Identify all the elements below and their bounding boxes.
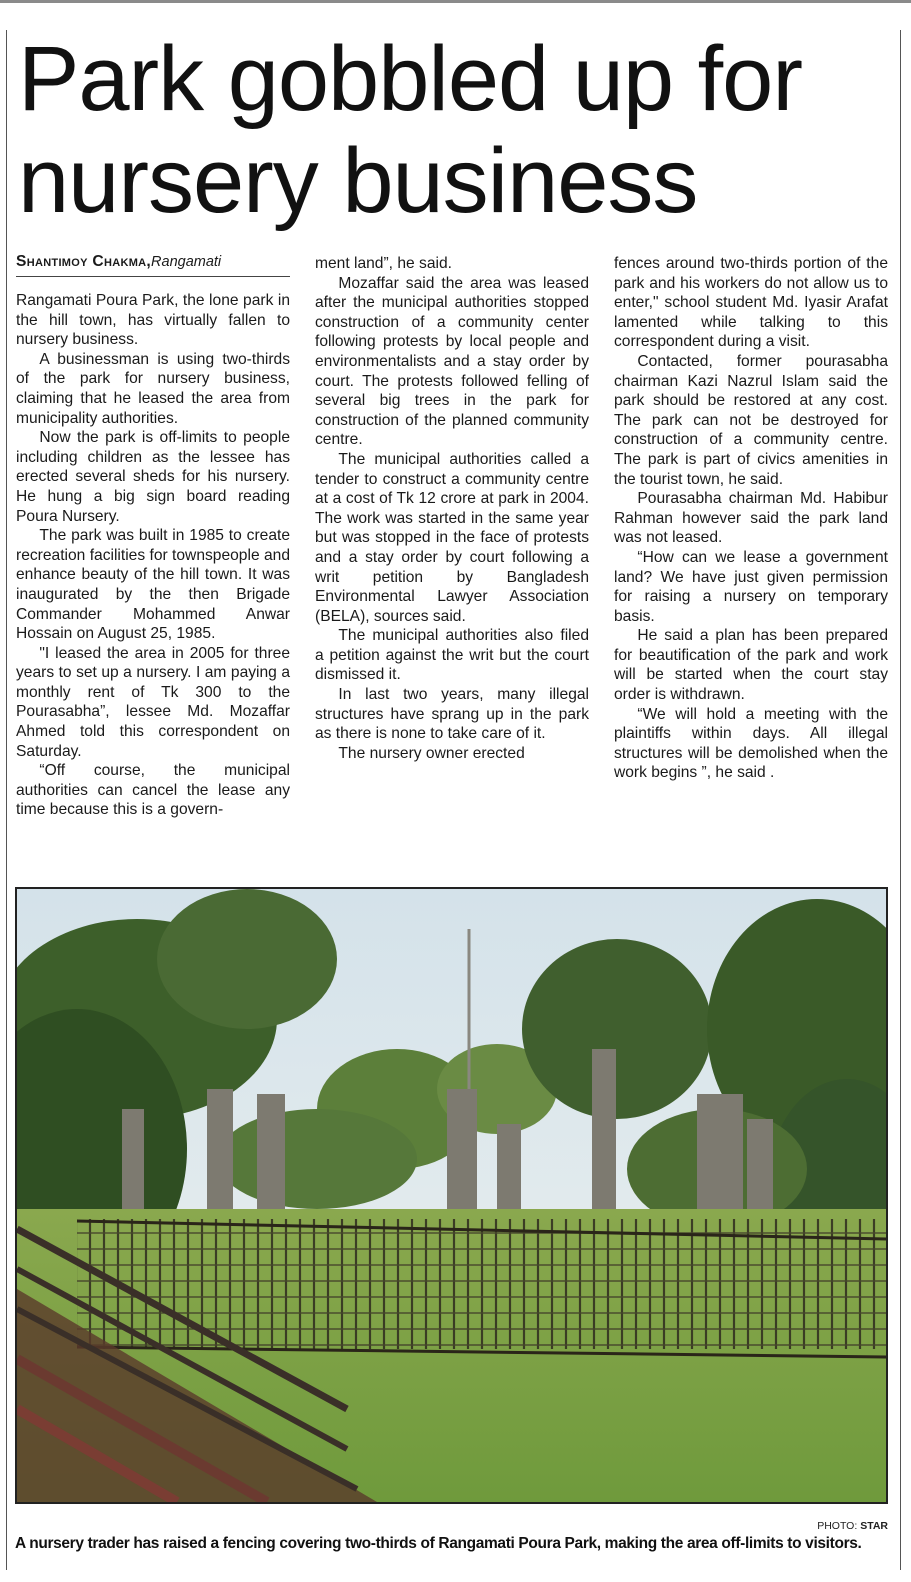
paragraph: The park was built in 1985 to create recreation facilities for townspeople and enhance beauty of the hill town. It was inaugurated by the then Brigade Commander Mohammed Anwar Hossain on August 25, 1985. xyxy=(16,527,290,643)
photo-credit-source: STAR xyxy=(860,1520,888,1532)
right-frame-rule xyxy=(900,30,901,1570)
paragraph-continued: ment land”, he said. xyxy=(315,255,452,272)
paragraph: “We will hold a meeting with the plaintiffs within days. All illegal structures will be demolished when the work begins ”, he said . xyxy=(614,705,888,782)
paragraph: In last two years, many illegal structures have sprang up in the park as there is none to take care of it. xyxy=(315,686,589,743)
paragraph: The municipal authorities also filed a petition against the writ but the court dismissed it. xyxy=(315,627,589,684)
park-photo-illustration xyxy=(17,889,886,1502)
paragraph: The municipal authorities called a tender to construct a community centre at a cost of Tk 12 crore at park in 2004. The work was started in the same year but was stopped in the face of protests and a stay order by court following a writ petition by Bangladesh Environmental Lawyer Association (BELA), sources said. xyxy=(315,450,589,625)
paragraph: Mozaffar said the area was leased after the municipal authorities stopped construction of a community center following protests by local people and environmentalists and a stay order by court. The protests followed felling of several big trees in the park for construction of the planned community centre. xyxy=(315,274,589,449)
bamboo-fence xyxy=(77,1219,886,1357)
paragraph: The nursery owner erected xyxy=(338,744,525,762)
paragraph: “Off course, the municipal authorities can cancel the lease any time because this is a govern- xyxy=(16,762,290,819)
column-3 xyxy=(614,254,888,783)
byline xyxy=(16,252,290,277)
top-rule xyxy=(0,0,911,3)
column-1 xyxy=(16,252,290,820)
paragraph: Contacted, former pourasabha chairman Kazi Nazrul Islam said the park should be restored at any cost. The park can not be destroyed for construction of a community centre. The park is part of civics amenities in the tourist town, he said. xyxy=(614,352,888,488)
paragraph-continued: fences around two-thirds portion of the park and his workers do not allow us to enter," school student Md. Iyasir Arafat lamented while talking to this correspondent during a visit. xyxy=(614,255,888,351)
paragraph: "I leased the area in 2005 for three years to set up a nursery. I am paying a monthly rent of Tk 300 to the Pourasabha”, lessee Md. Mozaffar Ahmed told this correspondent on Saturday. xyxy=(16,644,290,760)
photo-credit-label: PHOTO: xyxy=(817,1520,858,1532)
paragraph: A businessman is using two-thirds of the park for nursery business, claiming that he leased the area from municipality authorities. xyxy=(16,350,290,427)
photo-caption: A nursery trader has raised a fencing covering two-thirds of Rangamati Poura Park, making the area off-limits to visitors. xyxy=(15,1535,862,1552)
paragraph: “How can we lease a government land? We have just given permission for raising a nursery on temporary basis. xyxy=(614,548,888,625)
left-frame-rule xyxy=(6,30,7,1570)
paragraph: Now the park is off-limits to people including children as the lessee has erected several sheds for his nursery. He hung a big sign board reading Poura Nursery. xyxy=(16,429,290,525)
byline-place: Rangamati xyxy=(151,254,222,270)
headline: Park gobbled up for nursery business xyxy=(18,28,802,232)
paragraph: Pourasabha chairman Md. Habibur Rahman however said the park land was not leased. xyxy=(614,490,888,547)
byline-author: Shantimoy Chakma, xyxy=(16,253,152,270)
column-2 xyxy=(315,254,589,763)
park-photo xyxy=(15,887,888,1504)
paragraph: Rangamati Poura Park, the lone park in the hill town, has virtually fallen to nursery business. xyxy=(16,292,290,349)
photo-credit xyxy=(780,1520,888,1532)
paragraph: He said a plan has been prepared for beautification of the park and work will be started when the court stay order is withdrawn. xyxy=(614,627,888,704)
